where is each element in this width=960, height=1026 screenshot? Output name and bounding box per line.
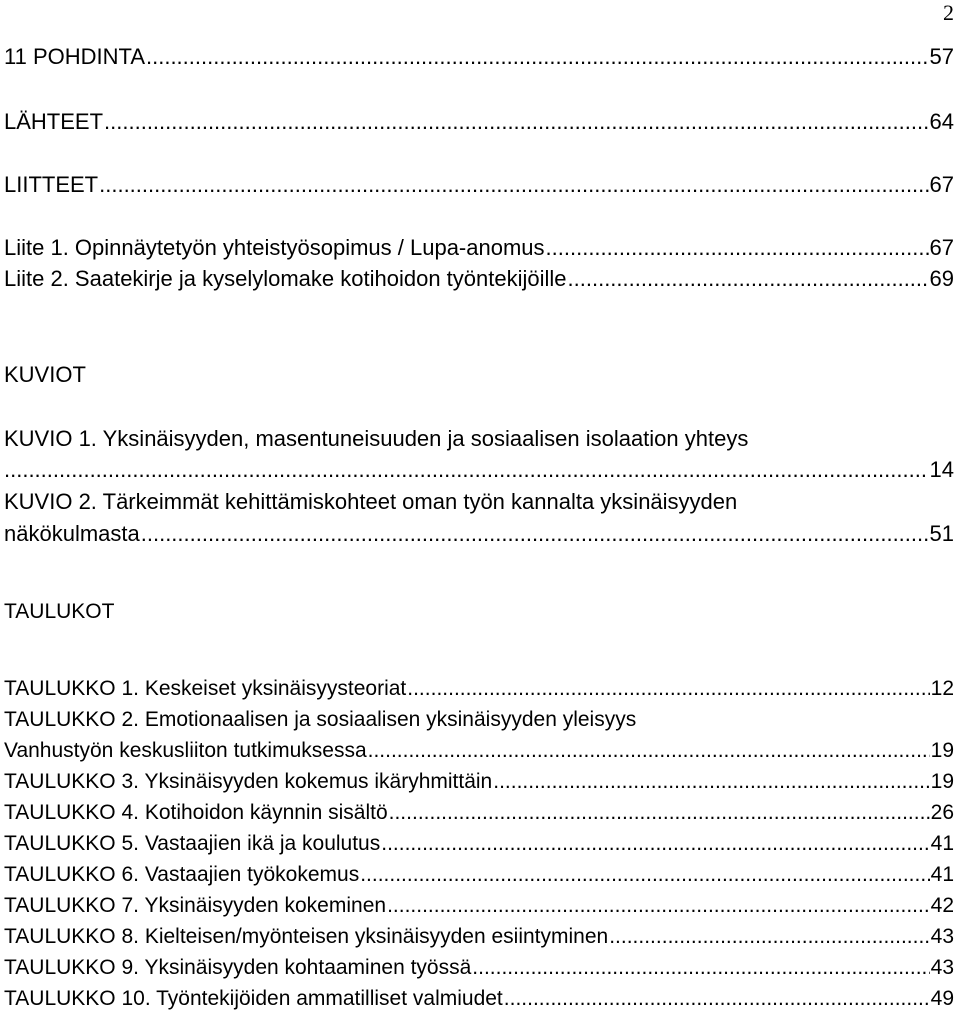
dot-leader (381, 829, 929, 859)
toc-entry-label: TAULUKKO 10. Työntekijöiden ammatilliset valmiudet (4, 987, 503, 1010)
toc-entry-kuvio-1 (4, 455, 954, 485)
toc-entry-page: 19 (930, 739, 954, 762)
page-number: 2 (943, 0, 954, 25)
dot-leader (4, 455, 929, 485)
toc-entry-page: 64 (929, 109, 954, 134)
dot-leader (407, 674, 929, 704)
toc-entry-taulukko-10 (4, 984, 954, 1014)
dot-leader (141, 519, 929, 549)
toc-entry-taulukko-1 (4, 674, 954, 704)
toc-entry-page: 26 (930, 801, 954, 824)
toc-entry-taulukko-2 (4, 736, 954, 766)
toc-entry-taulukko-3 (4, 767, 954, 797)
dot-leader (368, 736, 930, 766)
toc-entry-label: TAULUKKO 5. Vastaajien ikä ja koulutus (4, 832, 381, 855)
dot-leader (146, 42, 929, 72)
dot-leader (99, 170, 928, 200)
toc-entry-taulukko-7 (4, 891, 954, 921)
toc-entry-label: TAULUKKO 3. Yksinäisyyden kokemus ikäryhmittäin (4, 770, 493, 793)
toc-entry-label: TAULUKKO 4. Kotihoidon käynnin sisältö (4, 801, 388, 824)
toc-entry-label: 11 POHDINTA (4, 44, 145, 69)
toc-entry-page: 41 (930, 863, 954, 886)
toc-entry-label: Liite 1. Opinnäytetyön yhteistyösopimus / Lupa-anomus (4, 235, 545, 260)
toc-entry-taulukko-6 (4, 860, 954, 890)
toc-entry-taulukko-8 (4, 922, 954, 952)
toc-entry-page: 51 (929, 521, 954, 546)
toc-entry-liite-1 (4, 233, 954, 263)
toc-entry-lahteet (4, 107, 954, 137)
kuviot-heading: KUVIOT (4, 362, 86, 387)
dot-leader (504, 984, 930, 1014)
toc-entry-page: 67 (929, 235, 954, 260)
toc-entry-page: 57 (929, 44, 954, 69)
toc-entry-page: 19 (930, 770, 954, 793)
toc-entry-label: TAULUKKO 6. Vastaajien työkokemus (4, 863, 360, 886)
toc-entry-label: Vanhustyön keskusliiton tutkimuksessa (4, 739, 367, 762)
dot-leader (360, 860, 929, 890)
dot-leader (104, 107, 928, 137)
toc-entry-label: TAULUKKO 1. Keskeiset yksinäisyysteoriat (4, 677, 407, 700)
toc-entry-taulukko-5 (4, 829, 954, 859)
dot-leader (472, 953, 929, 983)
dot-leader (493, 767, 929, 797)
toc-entry-pohdinta (4, 42, 954, 72)
kuvio-2-label: KUVIO 2. Tärkeimmät kehittämiskohteet oman työn kannalta yksinäisyyden (4, 489, 738, 514)
toc-entry-label: TAULUKKO 9. Yksinäisyyden kohtaaminen työssä (4, 956, 472, 979)
dot-leader (609, 922, 929, 952)
toc-entry-label: TAULUKKO 7. Yksinäisyyden kokeminen (4, 894, 387, 917)
toc-entry-taulukko-4 (4, 798, 954, 828)
toc-entry-page: 67 (929, 172, 954, 197)
toc-entry-page: 41 (930, 832, 954, 855)
toc-entry-taulukko-9 (4, 953, 954, 983)
toc-entry-page: 69 (929, 266, 954, 291)
toc-entry-page: 12 (930, 677, 954, 700)
dot-leader (387, 891, 930, 921)
dot-leader (389, 798, 930, 828)
toc-entry-label: LIITTEET (4, 172, 99, 197)
toc-entry-kuvio-2 (4, 519, 954, 549)
taulukot-heading: TAULUKOT (4, 600, 115, 623)
toc-entry-label: Liite 2. Saatekirje ja kyselylomake kotihoidon työntekijöille (4, 266, 567, 291)
dot-leader (546, 233, 929, 263)
toc-entry-page: 43 (930, 925, 954, 948)
toc-entry-label: näkökulmasta (4, 521, 140, 546)
taulukko-2-label: TAULUKKO 2. Emotionaalisen ja sosiaalisen yksinäisyyden yleisyys (4, 708, 637, 731)
toc-entry-page: 49 (930, 987, 954, 1010)
toc-entry-label: TAULUKKO 8. Kielteisen/myönteisen yksinäisyyden esiintyminen (4, 925, 609, 948)
toc-entry-liite-2 (4, 264, 954, 294)
toc-entry-page: 42 (930, 894, 954, 917)
dot-leader (568, 264, 929, 294)
toc-entry-liitteet (4, 170, 954, 200)
toc-entry-label: LÄHTEET (4, 109, 104, 134)
toc-entry-page: 14 (929, 457, 954, 482)
toc-entry-page: 43 (930, 956, 954, 979)
kuvio-1-label: KUVIO 1. Yksinäisyyden, masentuneisuuden ja sosiaalisen isolaation yhteys (4, 426, 749, 451)
